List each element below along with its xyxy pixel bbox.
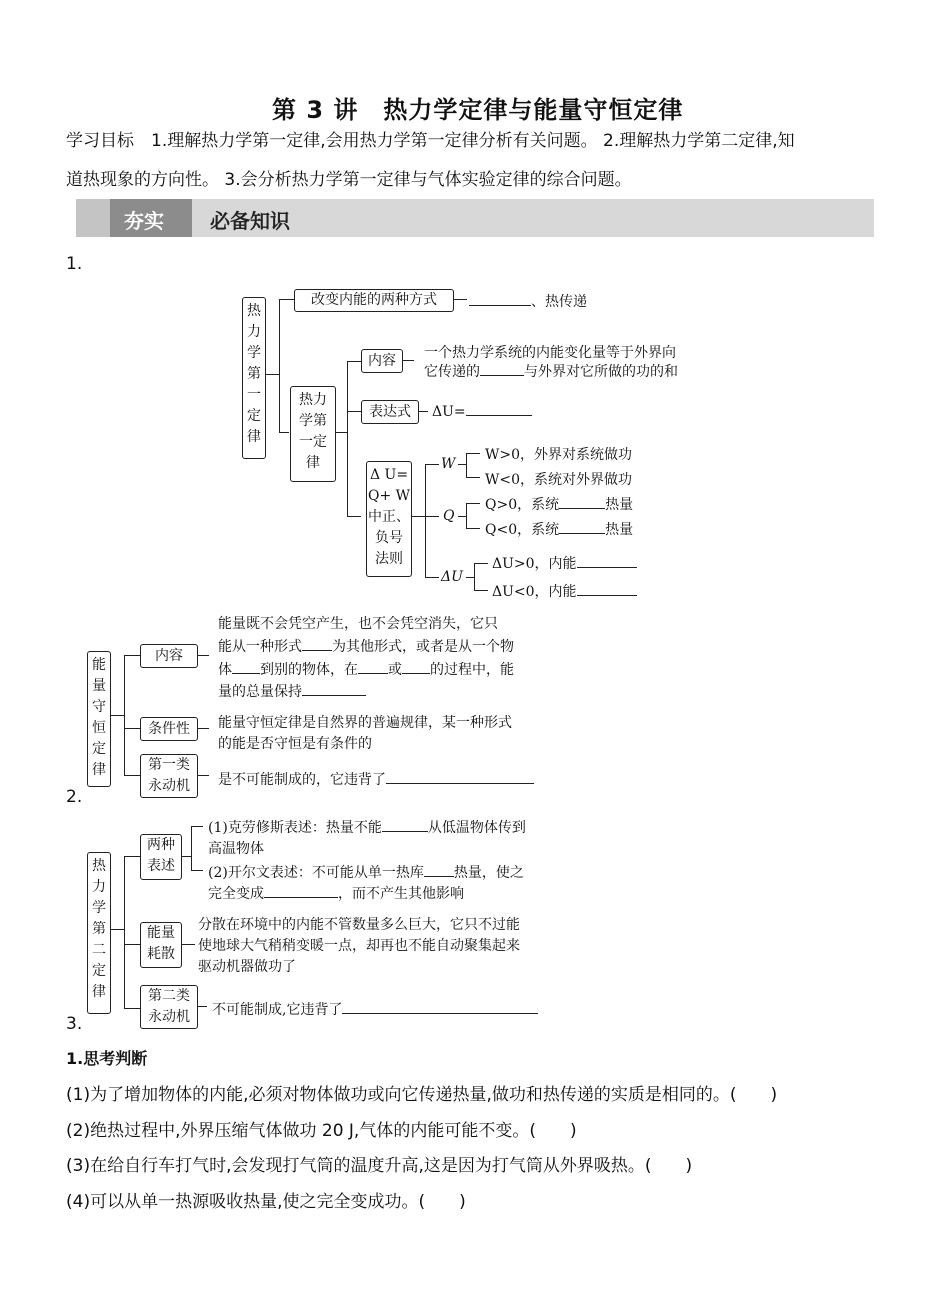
first-law-box: 热力 学第 一定 律 <box>290 386 336 482</box>
item-number-1: 1. <box>66 254 83 274</box>
root-first-law-box: 热 力 学 第 一 定 律 <box>242 297 266 459</box>
change-methods-tail: 、热传递 <box>531 294 587 310</box>
w-negative: W<0，系统对外界做功 <box>485 472 633 488</box>
q-label: Q <box>443 508 455 524</box>
expression-box: 表达式 <box>361 400 419 424</box>
expression-text: ΔU= <box>432 404 466 420</box>
judge-heading: 1.思考判断 <box>66 1049 148 1068</box>
content-box: 内容 <box>361 349 403 373</box>
judge-item-3: (3)在给自行车打气时,会发现打气筒的温度升高,这是因为打气筒从外界吸热。( ) <box>66 1156 693 1176</box>
w-label: W <box>441 456 456 472</box>
change-methods-box: 改变内能的两种方式 <box>294 289 454 312</box>
w-positive: W>0，外界对系统做功 <box>485 447 633 463</box>
first-perpetual-text: 是不可能制成的，它违背了 <box>218 772 386 788</box>
banner-title: 必备知识 <box>210 209 290 233</box>
item-number-3: 3. <box>66 1014 83 1034</box>
condition-line2: 的能是否守恒是有条件的 <box>218 736 372 752</box>
banner-tag: 夯实 <box>124 209 164 233</box>
dissipation-line3: 驱动机器做功了 <box>198 959 296 975</box>
item-number-2: 2. <box>66 787 83 807</box>
content-line1: 一个热力学系统的内能变化量等于外界向 <box>424 345 676 361</box>
sign-rule-box: Δ U= Q+ W 中正、 负号 法则 <box>366 461 412 577</box>
second-perpetual-text: 不可能制成,它违背了 <box>212 1002 343 1018</box>
root-conservation-box: 能 量 守 恒 定 律 <box>87 651 111 787</box>
judge-item-4: (4)可以从单一热源吸收热量,使之完全变成功。( ) <box>66 1192 466 1212</box>
learning-goals-line2: 道热现象的方向性。 3.会分析热力学第一定律与气体实验定律的综合问题。 <box>66 170 632 190</box>
conservation-line1: 能量既不会凭空产生，也不会凭空消失，它只 <box>218 616 498 632</box>
clausius-line2: 高温物体 <box>208 841 264 857</box>
root-second-law-box: 热 力 学 第 二 定 律 <box>87 852 111 1014</box>
first-perpetual-box: 第一类 永动机 <box>140 754 198 798</box>
learning-goals-line1: 学习目标 1.理解热力学第一定律,会用热力学第一定律分析有关问题。 2.理解热力学第二定律,知 <box>66 131 795 151</box>
dissipation-line2: 使地球大气稍稍变暖一点，却再也不能自动聚集起来 <box>198 938 520 954</box>
page-title: 第 3 讲 热力学定律与能量守恒定律 <box>272 96 684 124</box>
dissipation-box: 能量 耗散 <box>140 922 182 968</box>
du-label: ΔU <box>441 569 463 585</box>
condition-line1: 能量守恒定律是自然界的普遍规律，某一种形式 <box>218 715 512 731</box>
condition-box: 条件性 <box>140 717 198 741</box>
two-statements-box: 两种 表述 <box>140 834 182 880</box>
judge-item-1: (1)为了增加物体的内能,必须对物体做功或向它传递热量,做功和热传递的实质是相同的。( ) <box>66 1085 778 1105</box>
second-perpetual-box: 第二类 永动机 <box>140 985 198 1029</box>
dissipation-line1: 分散在环境中的内能不管数量多么巨大，它只不过能 <box>198 917 520 933</box>
judge-item-2: (2)绝热过程中,外界压缩气体做功 20 J,气体的内能可能不变。( ) <box>66 1121 577 1141</box>
conservation-content-box: 内容 <box>140 644 198 668</box>
